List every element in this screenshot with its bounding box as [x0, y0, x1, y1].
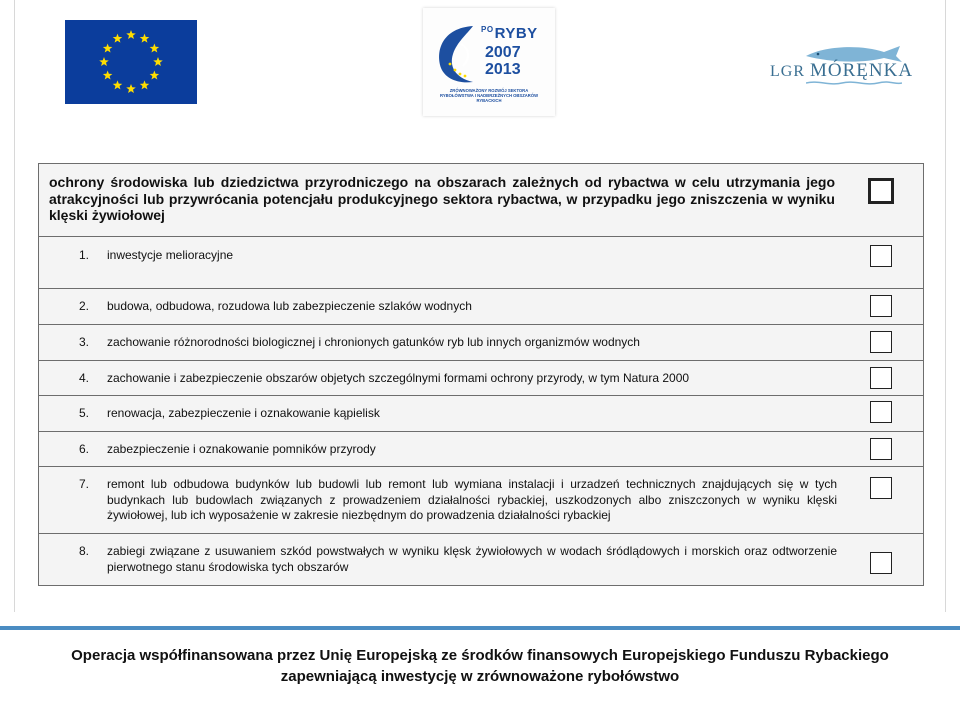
star-icon [113, 34, 123, 43]
lgr-name [770, 60, 913, 82]
item-text: remont lub odbudowa budynków lub budowli lub remont lub wymiana instalacji i urzadzeń technicznych znajdujących się w tych budynkach lub budowlach związanych z prowadzeniem działalności rybackiej, uszkodzonych albo zniszczonych w wyniku klęski żywiołowej, lub ich wyposażenie w zakresie niezbędnym do prowadzenia działalności rybackiej [107, 477, 837, 522]
item-text: zabezpieczenie i oznakowanie pomników przyrody [107, 442, 376, 456]
item-number: 8. [79, 544, 90, 558]
item-number: 7. [79, 477, 90, 491]
item-number: 3. [79, 335, 90, 349]
fish-wave-icon [433, 24, 479, 84]
item-checkbox-1[interactable] [870, 245, 892, 267]
item-checkbox-7[interactable] [870, 477, 892, 499]
list-item [39, 361, 923, 396]
item-checkbox-6[interactable] [870, 438, 892, 460]
lgr-title: MÓRĘNKA [810, 60, 914, 81]
footer-line-1: Operacja współfinansowana przez Unię Europejską ze środków finansowych Europejskiego Funduszu Rybackiego [71, 647, 889, 664]
item-number: 1. [79, 248, 90, 262]
footer-note [0, 645, 960, 687]
form-header-row [39, 164, 923, 237]
item-checkbox-2[interactable] [870, 295, 892, 317]
item-text: budowa, odbudowa, rozudowa lub zabezpieczenie szlaków wodnych [107, 299, 472, 313]
po-ryby-title [481, 25, 538, 42]
list-item [39, 289, 923, 325]
star-icon [126, 30, 136, 39]
eu-stars-icon [65, 20, 197, 104]
list-item [39, 432, 923, 467]
star-icon [126, 84, 136, 93]
item-text: zachowanie różnorodności biologicznej i chronionych gatunków ryb lub innych organizmów wodnych [107, 335, 640, 349]
item-text: zabiegi związane z usuwaniem szkód powstwałych w wyniku klęsk żywiołowych w wodach śródlądowych i morskich oraz odtworzenie pierwotnego stanu środowiska tych obszarów [107, 544, 837, 574]
po-label: PO [481, 25, 494, 34]
eu-flag-logo [65, 20, 197, 104]
item-number: 2. [79, 299, 90, 313]
po-ryby-logo [423, 8, 555, 116]
item-checkbox-5[interactable] [870, 401, 892, 423]
list-item [39, 467, 923, 534]
star-icon [103, 44, 113, 53]
form-header-text: ochrony środowiska lub dziedzictwa przyrodniczego na obszarach zależnych od rybactwa w celu utrzymania jego atrakcyjności lub przywrócania potencjału produkcyjnego sektora rybactwa, w przypadku jego zniszczenia w wyniku klęski żywiołowej [49, 174, 835, 223]
star-icon [113, 80, 123, 89]
star-icon [99, 57, 109, 66]
program-years [485, 44, 521, 78]
list-item [39, 534, 923, 585]
item-text: inwestycje melioracyjne [107, 248, 234, 262]
year-start: 2007 [485, 44, 521, 61]
list-item [39, 325, 923, 361]
star-icon [150, 44, 160, 53]
lgr-prefix: LGR [770, 63, 805, 80]
item-checkbox-3[interactable] [870, 331, 892, 353]
list-item [39, 237, 923, 289]
star-icon [150, 71, 160, 80]
year-end: 2013 [485, 61, 521, 78]
item-number: 4. [79, 371, 90, 385]
item-number: 5. [79, 406, 90, 420]
star-icon [153, 57, 163, 66]
star-icon [140, 34, 150, 43]
lgr-morenka-logo [770, 44, 914, 88]
po-ryby-tagline: ZRÓWNOWAŻONY ROZWÓJ SEKTORA RYBOŁÓWSTWA I NADBRZEŻNYCH OBSZARÓW RYBACKICH [439, 88, 539, 103]
item-text: renowacja, zabezpieczenie i oznakowanie kąpielisk [107, 406, 380, 420]
wave-icon [806, 80, 902, 86]
header-checkbox[interactable] [868, 178, 894, 204]
footer-line-2: zapewniającą inwestycję w zrównoważone rybołówstwo [280, 668, 680, 685]
item-checkbox-8[interactable] [870, 552, 892, 574]
item-checkbox-4[interactable] [870, 367, 892, 389]
list-item [39, 396, 923, 432]
checklist-form [38, 163, 924, 586]
item-text: zachowanie i zabezpieczenie obszarów objetych szczególnymi formami ochrony przyrody, w tym Natura 2000 [107, 371, 690, 385]
ryby-label: RYBY [494, 25, 538, 42]
star-icon [140, 80, 150, 89]
item-number: 6. [79, 442, 90, 456]
star-icon [103, 71, 113, 80]
footer-rule [0, 626, 960, 630]
